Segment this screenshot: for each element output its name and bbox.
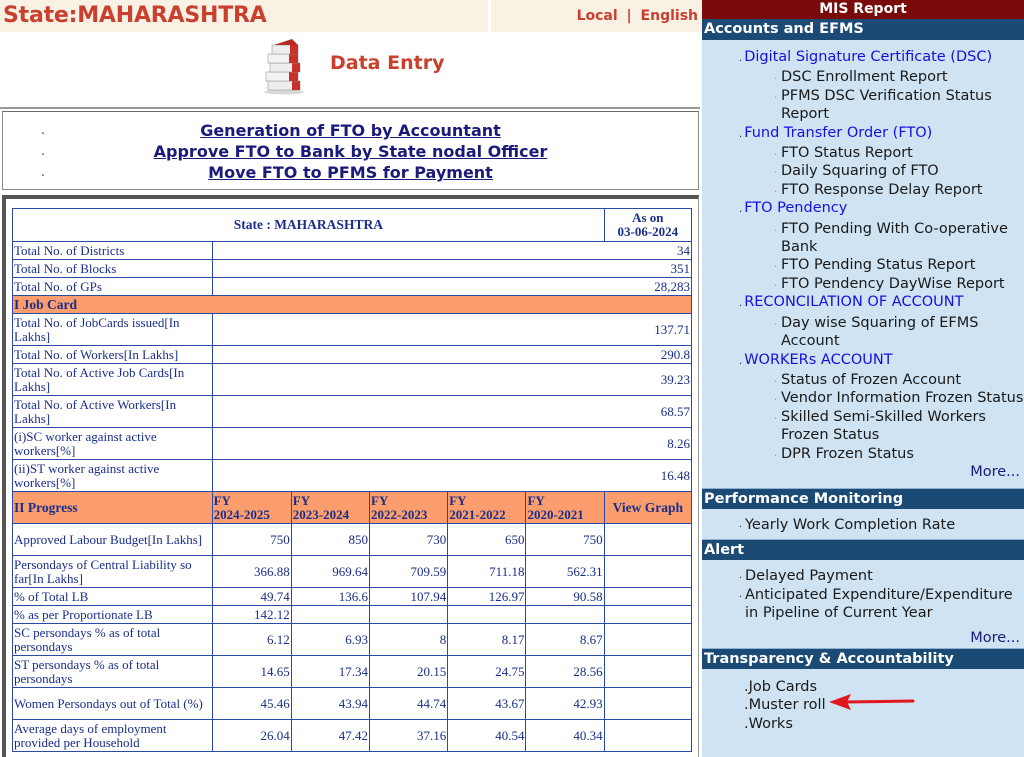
menu-dsc-enrollment-report[interactable]: . DSC Enrollment Report bbox=[774, 69, 948, 86]
menu-label: FTO Pending Status Report bbox=[781, 257, 976, 274]
menu-label: FTO Pending With Co-operative Bank bbox=[781, 220, 1008, 256]
table-row bbox=[13, 314, 692, 346]
fy-column-header bbox=[448, 492, 526, 524]
menu-fto-response-delay[interactable]: . FTO Response Delay Report bbox=[774, 181, 983, 198]
fy-column-header bbox=[370, 492, 448, 524]
performance-group bbox=[702, 509, 1024, 539]
cell: 650 bbox=[448, 524, 526, 556]
menu-anticipated-expenditure[interactable]: . Anticipated Expenditure/Expenditure in Pipeline of Current Year bbox=[702, 586, 1024, 623]
cell: 90.58 bbox=[526, 588, 604, 606]
row-value: 28,283 bbox=[212, 278, 691, 296]
row-value: 137.71 bbox=[212, 314, 691, 346]
table-row bbox=[13, 688, 692, 720]
section-accounts-efms: Accounts and EFMS bbox=[702, 19, 1024, 40]
cell: 43.67 bbox=[448, 688, 526, 720]
cell: 142.12 bbox=[212, 606, 291, 624]
fy-prefix: FY bbox=[292, 492, 311, 508]
cell: 28.56 bbox=[526, 656, 604, 688]
as-on-label: As on bbox=[632, 210, 664, 225]
view-graph-cell[interactable] bbox=[604, 688, 691, 720]
menu-fto-pending-status[interactable]: . FTO Pending Status Report bbox=[774, 257, 976, 274]
row-value: 68.57 bbox=[212, 396, 691, 428]
view-graph-cell[interactable] bbox=[604, 624, 691, 656]
section-transparency-accountability: Transparency & Accountability bbox=[702, 648, 1024, 669]
row-label: Persondays of Central Liability so far[In Lakhs] bbox=[13, 556, 213, 588]
cell: 709.59 bbox=[370, 556, 448, 588]
cell: 40.54 bbox=[448, 720, 526, 752]
state-stats-table bbox=[12, 208, 692, 752]
cell: 126.97 bbox=[448, 588, 526, 606]
row-value: 34 bbox=[212, 242, 691, 260]
as-on-date bbox=[604, 209, 691, 242]
accounts-more-link[interactable]: More... bbox=[970, 463, 1020, 480]
menu-label: DSC Enrollment Report bbox=[781, 69, 948, 86]
menu-dpr-frozen-status[interactable]: . DPR Frozen Status bbox=[774, 445, 914, 462]
lang-separator: | bbox=[626, 8, 632, 24]
cell: 45.46 bbox=[212, 688, 291, 720]
state-header: State : MAHARASHTRA bbox=[13, 209, 605, 242]
state-header-bar bbox=[0, 0, 702, 32]
table-row bbox=[13, 242, 692, 260]
state-title: State:MAHARASHTRA bbox=[3, 3, 267, 28]
books-stack-icon bbox=[262, 39, 308, 95]
table-row bbox=[13, 524, 692, 556]
bullet: . bbox=[41, 144, 45, 158]
menu-fto-pending-coop-bank[interactable]: . FTO Pending With Co-operative Bank bbox=[702, 220, 1024, 257]
row-label: Total No. of Workers[In Lakhs] bbox=[13, 346, 213, 364]
cell bbox=[291, 606, 369, 624]
menu-label: Vendor Information Frozen Status bbox=[781, 390, 1024, 407]
header-divider bbox=[488, 0, 491, 32]
row-value: 290.8 bbox=[212, 346, 691, 364]
cell: 136.6 bbox=[291, 588, 369, 606]
cell: 40.34 bbox=[526, 720, 604, 752]
row-value: 351 bbox=[212, 260, 691, 278]
cell: 20.15 bbox=[370, 656, 448, 688]
row-label: ST persondays % as of total persondays bbox=[13, 656, 213, 688]
menu-label: PFMS DSC Verification Status Report bbox=[781, 87, 992, 123]
section-performance-monitoring: Performance Monitoring bbox=[702, 488, 1024, 509]
cell: 850 bbox=[291, 524, 369, 556]
row-label: SC persondays % as of total persondays bbox=[13, 624, 213, 656]
menu-label: FTO Response Delay Report bbox=[781, 181, 983, 198]
view-graph-header: View Graph bbox=[604, 492, 691, 524]
menu-label: DPR Frozen Status bbox=[781, 445, 914, 462]
table-row bbox=[13, 260, 692, 278]
row-label: Approved Labour Budget[In Lakhs] bbox=[13, 524, 213, 556]
cell: 26.04 bbox=[212, 720, 291, 752]
menu-daily-squaring-fto[interactable]: . Daily Squaring of FTO bbox=[774, 163, 939, 180]
table-row bbox=[13, 556, 692, 588]
menu-label: Delayed Payment bbox=[745, 568, 873, 585]
menu-reconciliation[interactable]: . RECONCILATION OF ACCOUNT bbox=[739, 294, 964, 311]
table-row bbox=[13, 396, 692, 428]
mis-report-sidebar bbox=[702, 0, 1024, 757]
fto-row bbox=[3, 142, 698, 162]
cell: 37.16 bbox=[370, 720, 448, 752]
cell: 730 bbox=[370, 524, 448, 556]
menu-daywise-squaring-efms[interactable]: . Day wise Squaring of EFMS Account bbox=[702, 314, 1024, 351]
view-graph-cell[interactable] bbox=[604, 556, 691, 588]
table-row bbox=[13, 364, 692, 396]
table-row bbox=[13, 428, 692, 460]
cell: 47.42 bbox=[291, 720, 369, 752]
cell: 24.75 bbox=[448, 656, 526, 688]
cell: 750 bbox=[212, 524, 291, 556]
cell: 14.65 bbox=[212, 656, 291, 688]
fy-year: 2024-2025 bbox=[213, 506, 270, 522]
menu-vendor-frozen-status[interactable]: . Vendor Information Frozen Status bbox=[774, 390, 1024, 407]
row-value: 39.23 bbox=[212, 364, 691, 396]
menu-dsc[interactable]: . Digital Signature Certificate (DSC) bbox=[739, 49, 993, 65]
menu-label: Anticipated Expenditure/Expenditure in Pipeline of Current Year bbox=[745, 586, 1013, 622]
generate-fto-link[interactable]: Generation of FTO by Accountant bbox=[200, 121, 501, 140]
menu-label: Status of Frozen Account bbox=[781, 371, 962, 388]
cell: 17.34 bbox=[291, 656, 369, 688]
view-graph-cell[interactable] bbox=[604, 606, 691, 624]
table-row bbox=[13, 656, 692, 688]
menu-fto[interactable]: . Fund Transfer Order (FTO) bbox=[739, 124, 933, 141]
menu-skilled-workers-frozen[interactable]: . Skilled Semi-Skilled Workers Frozen Status bbox=[702, 408, 1024, 445]
view-graph-cell[interactable] bbox=[604, 524, 691, 556]
menu-muster-roll[interactable]: .Muster roll bbox=[744, 697, 826, 714]
row-label: Total No. of Blocks bbox=[13, 260, 213, 278]
cell: 44.74 bbox=[370, 688, 448, 720]
mis-report-title: MIS Report bbox=[702, 0, 1024, 19]
row-label: % as per Proportionate LB bbox=[13, 606, 213, 624]
cell: 6.93 bbox=[291, 624, 369, 656]
menu-label: FTO Pendency bbox=[744, 200, 848, 217]
lang-local-link[interactable]: Local bbox=[576, 8, 618, 24]
alert-more-link[interactable]: More... bbox=[970, 629, 1020, 646]
cell: 969.64 bbox=[291, 556, 369, 588]
fy-column-header bbox=[526, 492, 604, 524]
row-label: (ii)ST worker against active workers[%] bbox=[13, 460, 213, 492]
table-row bbox=[13, 624, 692, 656]
view-graph-cell[interactable] bbox=[604, 588, 691, 606]
menu-label: FTO Status Report bbox=[781, 145, 913, 162]
cell: 8 bbox=[370, 624, 448, 656]
fto-actions-box bbox=[2, 111, 699, 190]
fy-prefix: FY bbox=[213, 492, 231, 508]
menu-label: FTO Pendency DayWise Report bbox=[781, 275, 1005, 292]
bullet: . bbox=[41, 165, 45, 179]
lang-english-link[interactable]: English bbox=[640, 8, 698, 24]
row-label: Women Persondays out of Total (%) bbox=[13, 688, 213, 720]
fy-year: 2023-2024 bbox=[292, 506, 350, 522]
cell bbox=[448, 606, 526, 624]
menu-delayed-payment[interactable]: . Delayed Payment bbox=[739, 568, 873, 585]
menu-label: Digital Signature Certificate (DSC) bbox=[744, 49, 993, 65]
row-label: Total No. of GPs bbox=[13, 278, 213, 296]
table-row bbox=[13, 460, 692, 492]
menu-label: Fund Transfer Order (FTO) bbox=[744, 124, 933, 141]
menu-label: RECONCILATION OF ACCOUNT bbox=[744, 294, 964, 311]
row-label: (i)SC worker against active workers[%] bbox=[13, 428, 213, 460]
menu-label: Skilled Semi-Skilled Workers Frozen Status bbox=[781, 408, 986, 444]
menu-label: Yearly Work Completion Rate bbox=[745, 516, 956, 533]
cell: 366.88 bbox=[212, 556, 291, 588]
language-switch bbox=[577, 8, 698, 24]
table-row bbox=[13, 588, 692, 606]
fy-year: 2021-2022 bbox=[449, 506, 506, 522]
menu-yearly-work-completion[interactable]: . Yearly Work Completion Rate bbox=[739, 516, 956, 533]
fy-prefix: FY bbox=[449, 492, 467, 508]
fy-prefix: FY bbox=[371, 492, 389, 508]
fto-row bbox=[3, 163, 698, 183]
fy-year: 2020-2021 bbox=[527, 506, 584, 522]
row-label: Total No. of Districts bbox=[13, 242, 213, 260]
cell: 711.18 bbox=[448, 556, 526, 588]
fy-year: 2022-2023 bbox=[371, 506, 428, 522]
approve-fto-link[interactable]: Approve FTO to Bank by State nodal Officer bbox=[153, 142, 548, 161]
cell: 8.17 bbox=[448, 624, 526, 656]
red-arrow-annotation-icon bbox=[829, 694, 915, 710]
table-row bbox=[13, 720, 692, 752]
menu-fto-pendency-daywise[interactable]: . FTO Pendency DayWise Report bbox=[774, 275, 1005, 292]
fy-column-header bbox=[212, 492, 291, 524]
row-label: Average days of employment provided per Household bbox=[13, 720, 213, 752]
section-alert: Alert bbox=[702, 539, 1024, 560]
cell: 49.74 bbox=[212, 588, 291, 606]
view-graph-cell[interactable] bbox=[604, 720, 691, 752]
section-progress: II Progress bbox=[13, 492, 213, 524]
alert-group bbox=[702, 560, 1024, 646]
data-entry-label: Data Entry bbox=[330, 52, 445, 74]
data-entry-link[interactable] bbox=[262, 37, 444, 97]
menu-works[interactable]: .Works bbox=[744, 715, 793, 732]
cell: 8.67 bbox=[526, 624, 604, 656]
menu-job-cards[interactable]: .Job Cards bbox=[744, 678, 818, 695]
table-row bbox=[13, 346, 692, 364]
move-fto-pfms-link[interactable]: Move FTO to PFMS for Payment bbox=[208, 163, 493, 182]
table-row bbox=[13, 278, 692, 296]
menu-label: WORKERs ACCOUNT bbox=[744, 351, 893, 368]
cell: 750 bbox=[526, 524, 604, 556]
cell bbox=[526, 606, 604, 624]
table-row bbox=[13, 606, 692, 624]
as-on-value: 03-06-2024 bbox=[617, 224, 679, 239]
row-label: Total No. of Active Job Cards[In Lakhs] bbox=[13, 364, 213, 396]
menu-label: Day wise Squaring of EFMS Account bbox=[781, 314, 979, 350]
cell: 562.31 bbox=[526, 556, 604, 588]
fy-prefix: FY bbox=[527, 492, 545, 508]
row-label: Total No. of Active Workers[In Lakhs] bbox=[13, 396, 213, 428]
cell: 107.94 bbox=[370, 588, 448, 606]
menu-workers-account[interactable]: . WORKERs ACCOUNT bbox=[739, 351, 893, 368]
cell bbox=[370, 606, 448, 624]
menu-pfms-dsc-verification[interactable]: . PFMS DSC Verification Status Report bbox=[702, 87, 1024, 124]
cell: 43.94 bbox=[291, 688, 369, 720]
view-graph-cell[interactable] bbox=[604, 656, 691, 688]
menu-fto-pendency[interactable]: . FTO Pendency bbox=[739, 200, 848, 217]
menu-fto-status-report[interactable]: . FTO Status Report bbox=[774, 145, 913, 162]
fy-column-header bbox=[291, 492, 369, 524]
row-value: 16.48 bbox=[212, 460, 691, 492]
row-label: % of Total LB bbox=[13, 588, 213, 606]
cell: 42.93 bbox=[526, 688, 604, 720]
row-value: 8.26 bbox=[212, 428, 691, 460]
menu-frozen-account-status[interactable]: . Status of Frozen Account bbox=[774, 371, 962, 388]
bullet: . bbox=[41, 123, 45, 137]
fto-row bbox=[3, 121, 698, 141]
cell: 6.12 bbox=[212, 624, 291, 656]
row-label: Total No. of JobCards issued[In Lakhs] bbox=[13, 314, 213, 346]
menu-label: Daily Squaring of FTO bbox=[781, 163, 939, 180]
divider bbox=[0, 107, 700, 109]
accounts-group bbox=[702, 40, 1024, 481]
section-job-card: I Job Card bbox=[13, 296, 692, 314]
